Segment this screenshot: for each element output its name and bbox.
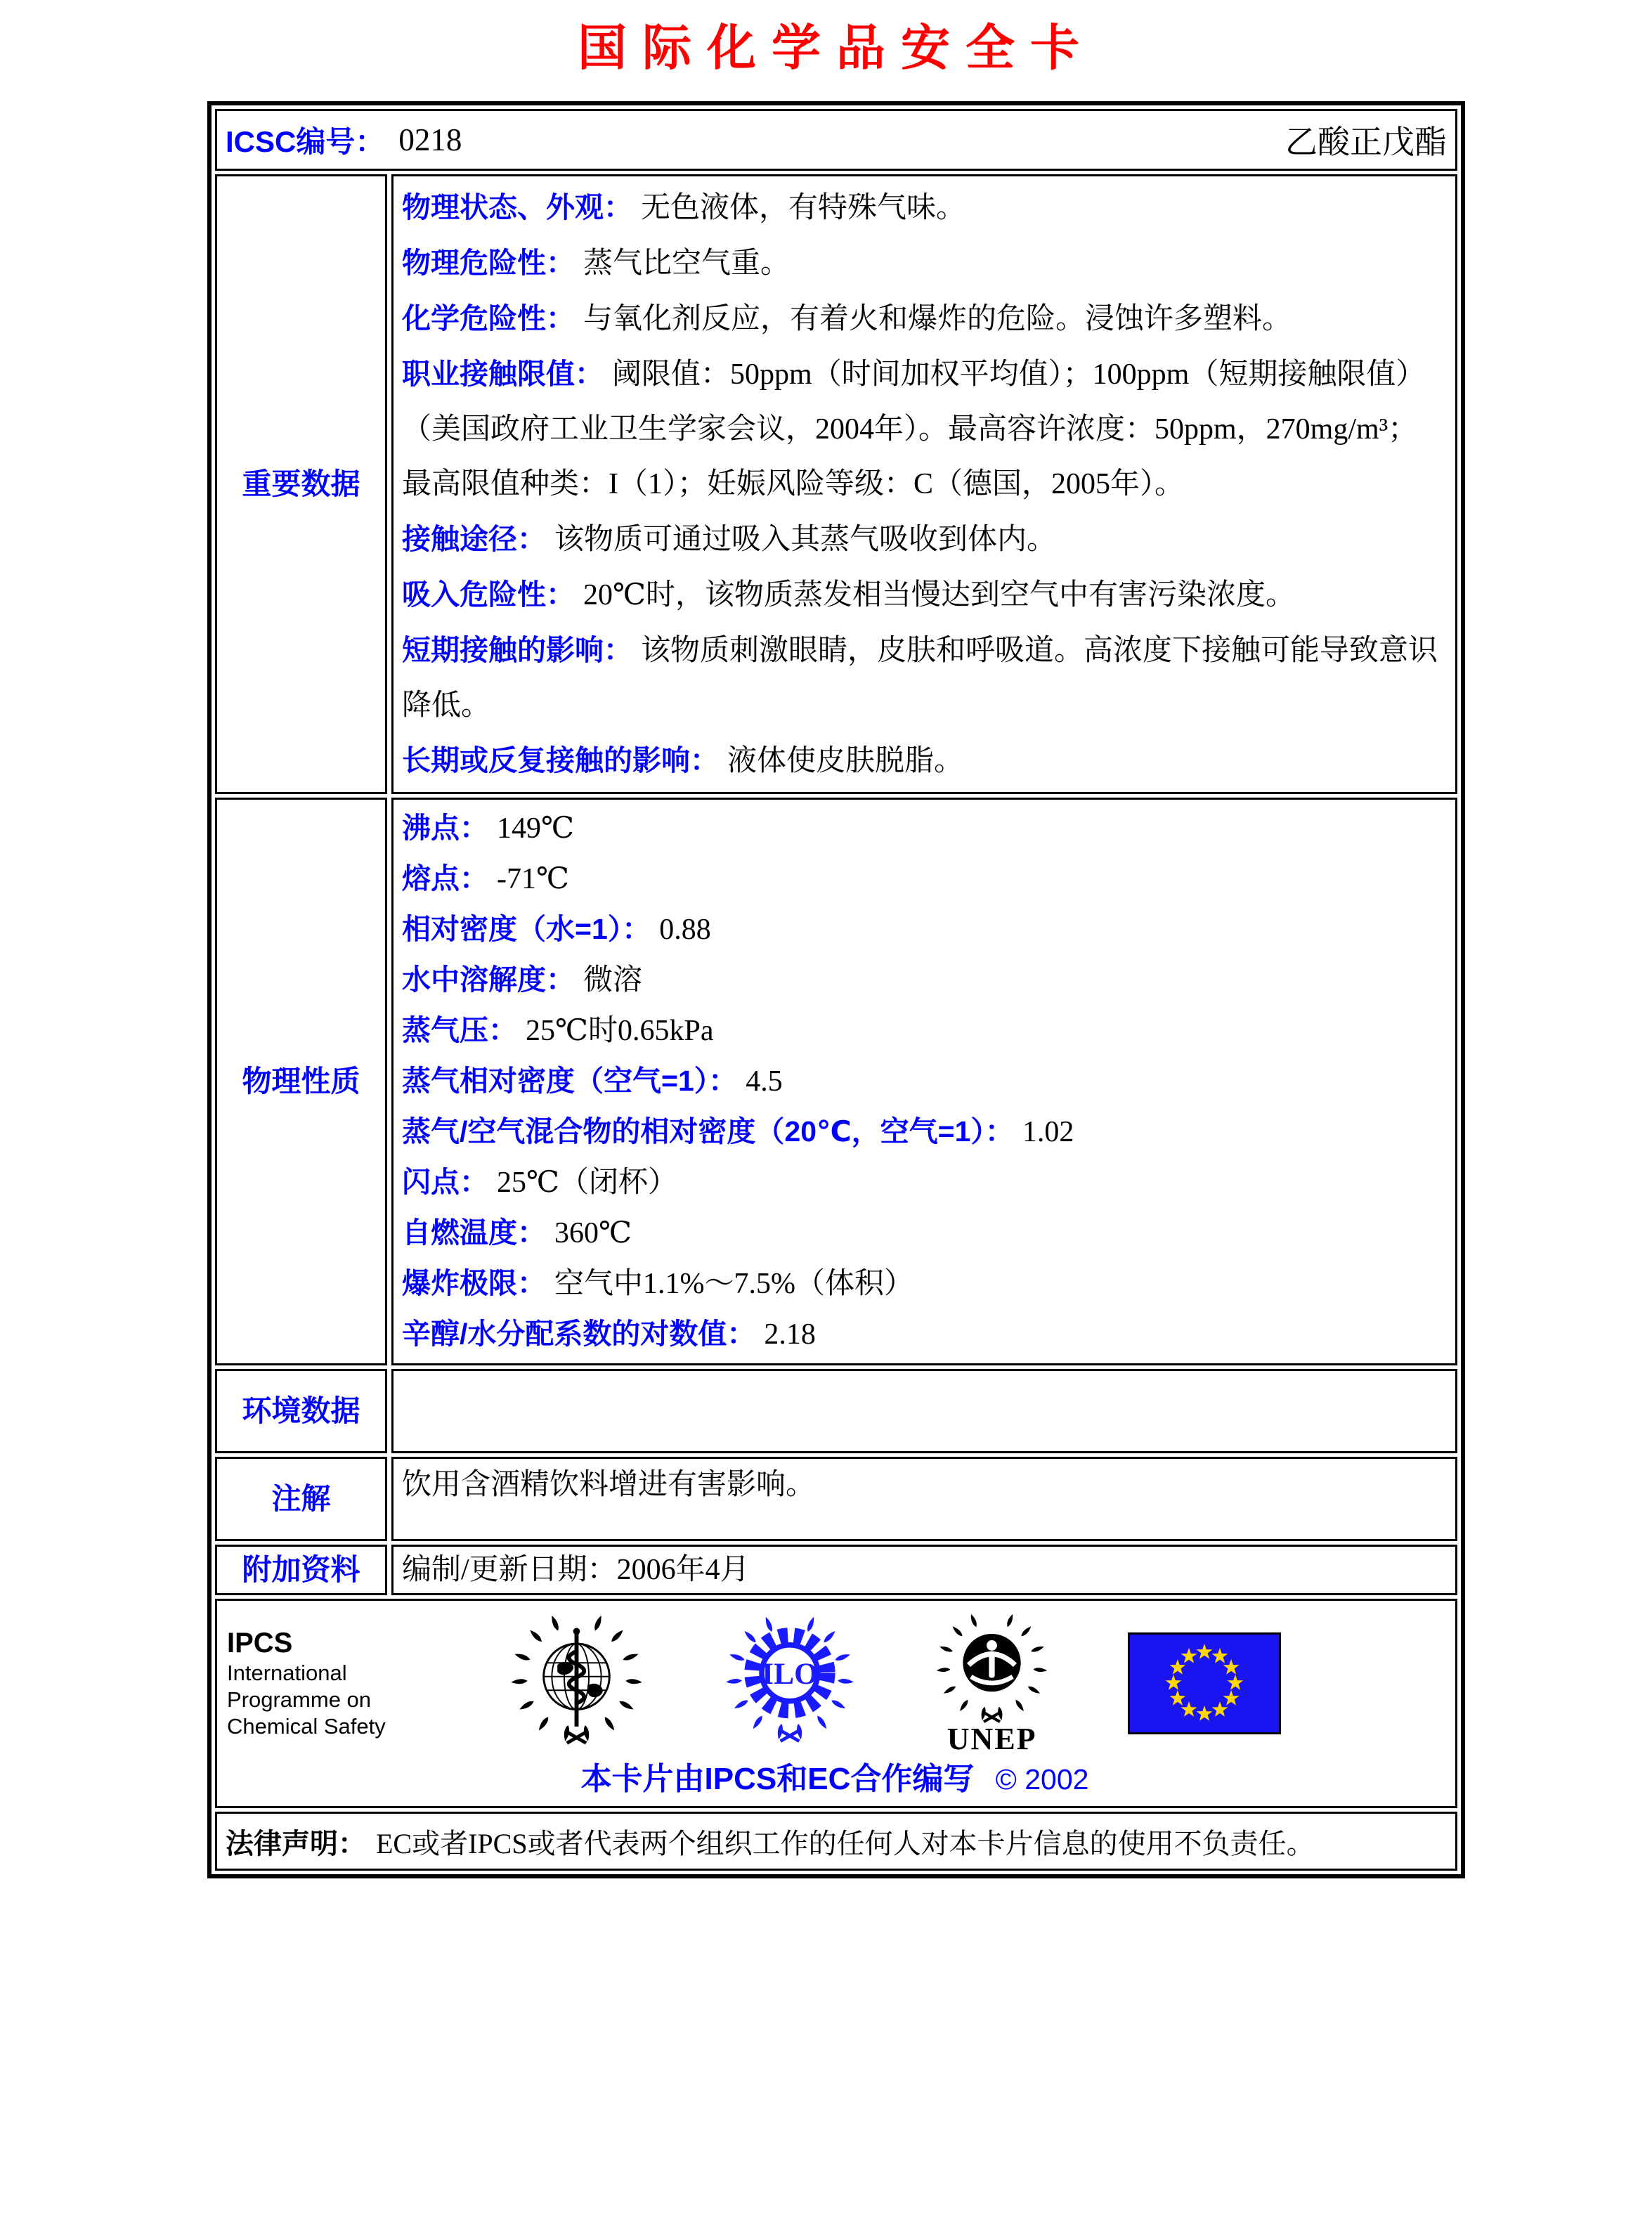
section-label-text: 注解 [271, 1482, 331, 1515]
ipcs-line-2: Programme on [227, 1687, 372, 1712]
property-value: 蒸气比空气重。 [583, 247, 791, 280]
footer-caption-text: 本卡片由IPCS和EC合作编写 [580, 1762, 975, 1796]
section-content-important-data [391, 174, 1457, 794]
property-label: 蒸气/空气混合物的相对密度（20℃，空气=1）： [402, 1115, 1014, 1148]
footer-caption [227, 1760, 1443, 1799]
section-label-text: 环境数据 [242, 1394, 360, 1427]
property-label: 蒸气相对密度（空气=1）： [402, 1065, 738, 1097]
property-label: 闪点： [402, 1166, 488, 1198]
property-label: 相对密度（水=1）： [402, 913, 651, 945]
property-label: 物理危险性： [402, 247, 575, 279]
property-value: 4.5 [746, 1065, 783, 1098]
legal-label: 法律声明： [226, 1828, 366, 1859]
icsc-card [207, 101, 1465, 1878]
property-value: 无色液体，有特殊气味。 [641, 192, 966, 224]
property-label: 辛醇/水分配系数的对数值： [402, 1318, 756, 1350]
section-row-notes [215, 1457, 1457, 1541]
property-line [402, 1056, 1447, 1107]
property-line [402, 955, 1447, 1006]
who-logo-icon [508, 1611, 645, 1755]
legal-text: EC或者IPCS或者代表两个组织工作的任何人对本卡片信息的使用不负责任。 [376, 1827, 1315, 1859]
property-line [402, 180, 1447, 235]
chemical-name: 乙酸正戊酯 [1285, 124, 1447, 160]
property-label: 沸点： [402, 812, 488, 844]
property-value: 液体使皮肤脱脂。 [727, 745, 964, 777]
property-line [402, 904, 1447, 955]
property-value: 该物质可通过吸入其蒸气吸收到体内。 [554, 524, 1057, 556]
property-line [402, 733, 1447, 788]
property-line [402, 803, 1447, 854]
property-label: 自燃温度： [402, 1216, 546, 1249]
property-label: 化学危险性： [402, 302, 575, 335]
section-content-physical-properties [391, 798, 1457, 1365]
section-row-additional-info [215, 1545, 1457, 1595]
property-value: 与氧化剂反应，有着火和爆炸的危险。浸蚀许多塑料。 [583, 303, 1292, 335]
property-line [402, 854, 1447, 904]
icsc-number-label: ICSC编号： [226, 125, 385, 158]
ilo-logo-text: ILO [761, 1656, 818, 1691]
logo-strip [227, 1611, 1443, 1755]
property-value: 25℃时0.65kPa [526, 1015, 714, 1047]
property-label: 职业接触限值： [402, 358, 604, 390]
property-line [402, 291, 1447, 346]
section-row-environmental-data [215, 1369, 1457, 1453]
section-label-environmental-data [215, 1369, 387, 1453]
property-value: -71℃ [497, 863, 569, 895]
unep-logo-block [934, 1611, 1050, 1755]
icsc-number-value: 0218 [398, 122, 462, 157]
property-label: 接触途径： [402, 523, 546, 555]
property-label: 吸入危险性： [402, 578, 575, 611]
section-row-physical-properties [215, 798, 1457, 1365]
property-label: 物理状态、外观： [402, 191, 632, 223]
property-line [402, 1309, 1447, 1360]
footer-logos-row [215, 1599, 1457, 1808]
unep-logo-icon [934, 1611, 1050, 1729]
property-label: 水中溶解度： [402, 963, 575, 996]
property-value: 1.02 [1022, 1116, 1074, 1148]
footer-copyright: © 2002 [995, 1763, 1089, 1795]
header-row [215, 109, 1457, 171]
ipcs-line-1: International [227, 1661, 347, 1685]
legal-row [215, 1812, 1457, 1871]
ilo-logo-icon [723, 1613, 857, 1753]
property-line [402, 1208, 1447, 1259]
legal-cell [215, 1812, 1457, 1871]
page-title: 国际化学品安全卡 [578, 20, 1095, 75]
property-value: 该物质刺激眼睛，皮肤和呼吸道。高浓度下接触可能导致意识降低。 [402, 635, 1438, 722]
property-line [402, 1006, 1447, 1056]
property-value: 阈限值：50ppm（时间加权平均值）；100ppm（短期接触限值）（美国政府工业卫生学家会议，2004年）。最高容许浓度：50ppm，270mg/m³；最高限值种类：I（1）；妊娠风险等级：C（德国，2005年）。 [402, 358, 1426, 500]
property-value: 空气中1.1%～7.5%（体积） [554, 1268, 913, 1300]
section-label-important-data [215, 174, 387, 794]
property-value: 0.88 [659, 914, 711, 946]
header-cell [215, 109, 1457, 171]
section-label-text: 附加资料 [242, 1553, 360, 1586]
property-value: 25℃（闭杯） [497, 1167, 677, 1199]
property-line [402, 512, 1447, 567]
property-value: 20℃时，该物质蒸发相当慢达到空气中有害污染浓度。 [583, 579, 1295, 611]
ipcs-acronym: IPCS [227, 1628, 293, 1658]
footer-logos-cell [215, 1599, 1457, 1808]
property-value: 149℃ [497, 812, 574, 845]
additional-info-text: 编制/更新日期：2006年4月 [402, 1554, 750, 1586]
section-content-environmental-data [391, 1369, 1457, 1453]
section-row-important-data [215, 174, 1457, 794]
section-label-text: 重要数据 [242, 467, 360, 500]
section-label-text: 物理性质 [242, 1065, 360, 1098]
ipcs-line-3: Chemical Safety [227, 1714, 386, 1739]
section-label-notes [215, 1457, 387, 1541]
property-line [402, 623, 1447, 733]
ipcs-block [227, 1626, 431, 1740]
property-line [402, 1157, 1447, 1208]
property-label: 爆炸极限： [402, 1267, 546, 1299]
section-content-notes [391, 1457, 1457, 1541]
section-label-physical-properties [215, 798, 387, 1365]
property-value: 微溶 [583, 964, 643, 996]
unep-logo-text: UNEP [947, 1722, 1037, 1756]
section-content-additional-info [391, 1545, 1457, 1595]
property-value: 360℃ [554, 1217, 632, 1249]
property-line [402, 235, 1447, 291]
property-label: 熔点： [402, 862, 488, 895]
property-line [402, 567, 1447, 623]
property-label: 蒸气压： [402, 1014, 517, 1046]
notes-text: 饮用含酒精饮料增进有害影响。 [402, 1469, 816, 1501]
property-value: 2.18 [764, 1318, 816, 1351]
eu-flag-icon [1128, 1632, 1281, 1734]
section-label-additional-info [215, 1545, 387, 1595]
property-label: 长期或反复接触的影响： [402, 744, 719, 777]
property-line [402, 346, 1447, 512]
property-line [402, 1259, 1447, 1309]
property-label: 短期接触的影响： [402, 634, 632, 666]
property-line [402, 1107, 1447, 1157]
